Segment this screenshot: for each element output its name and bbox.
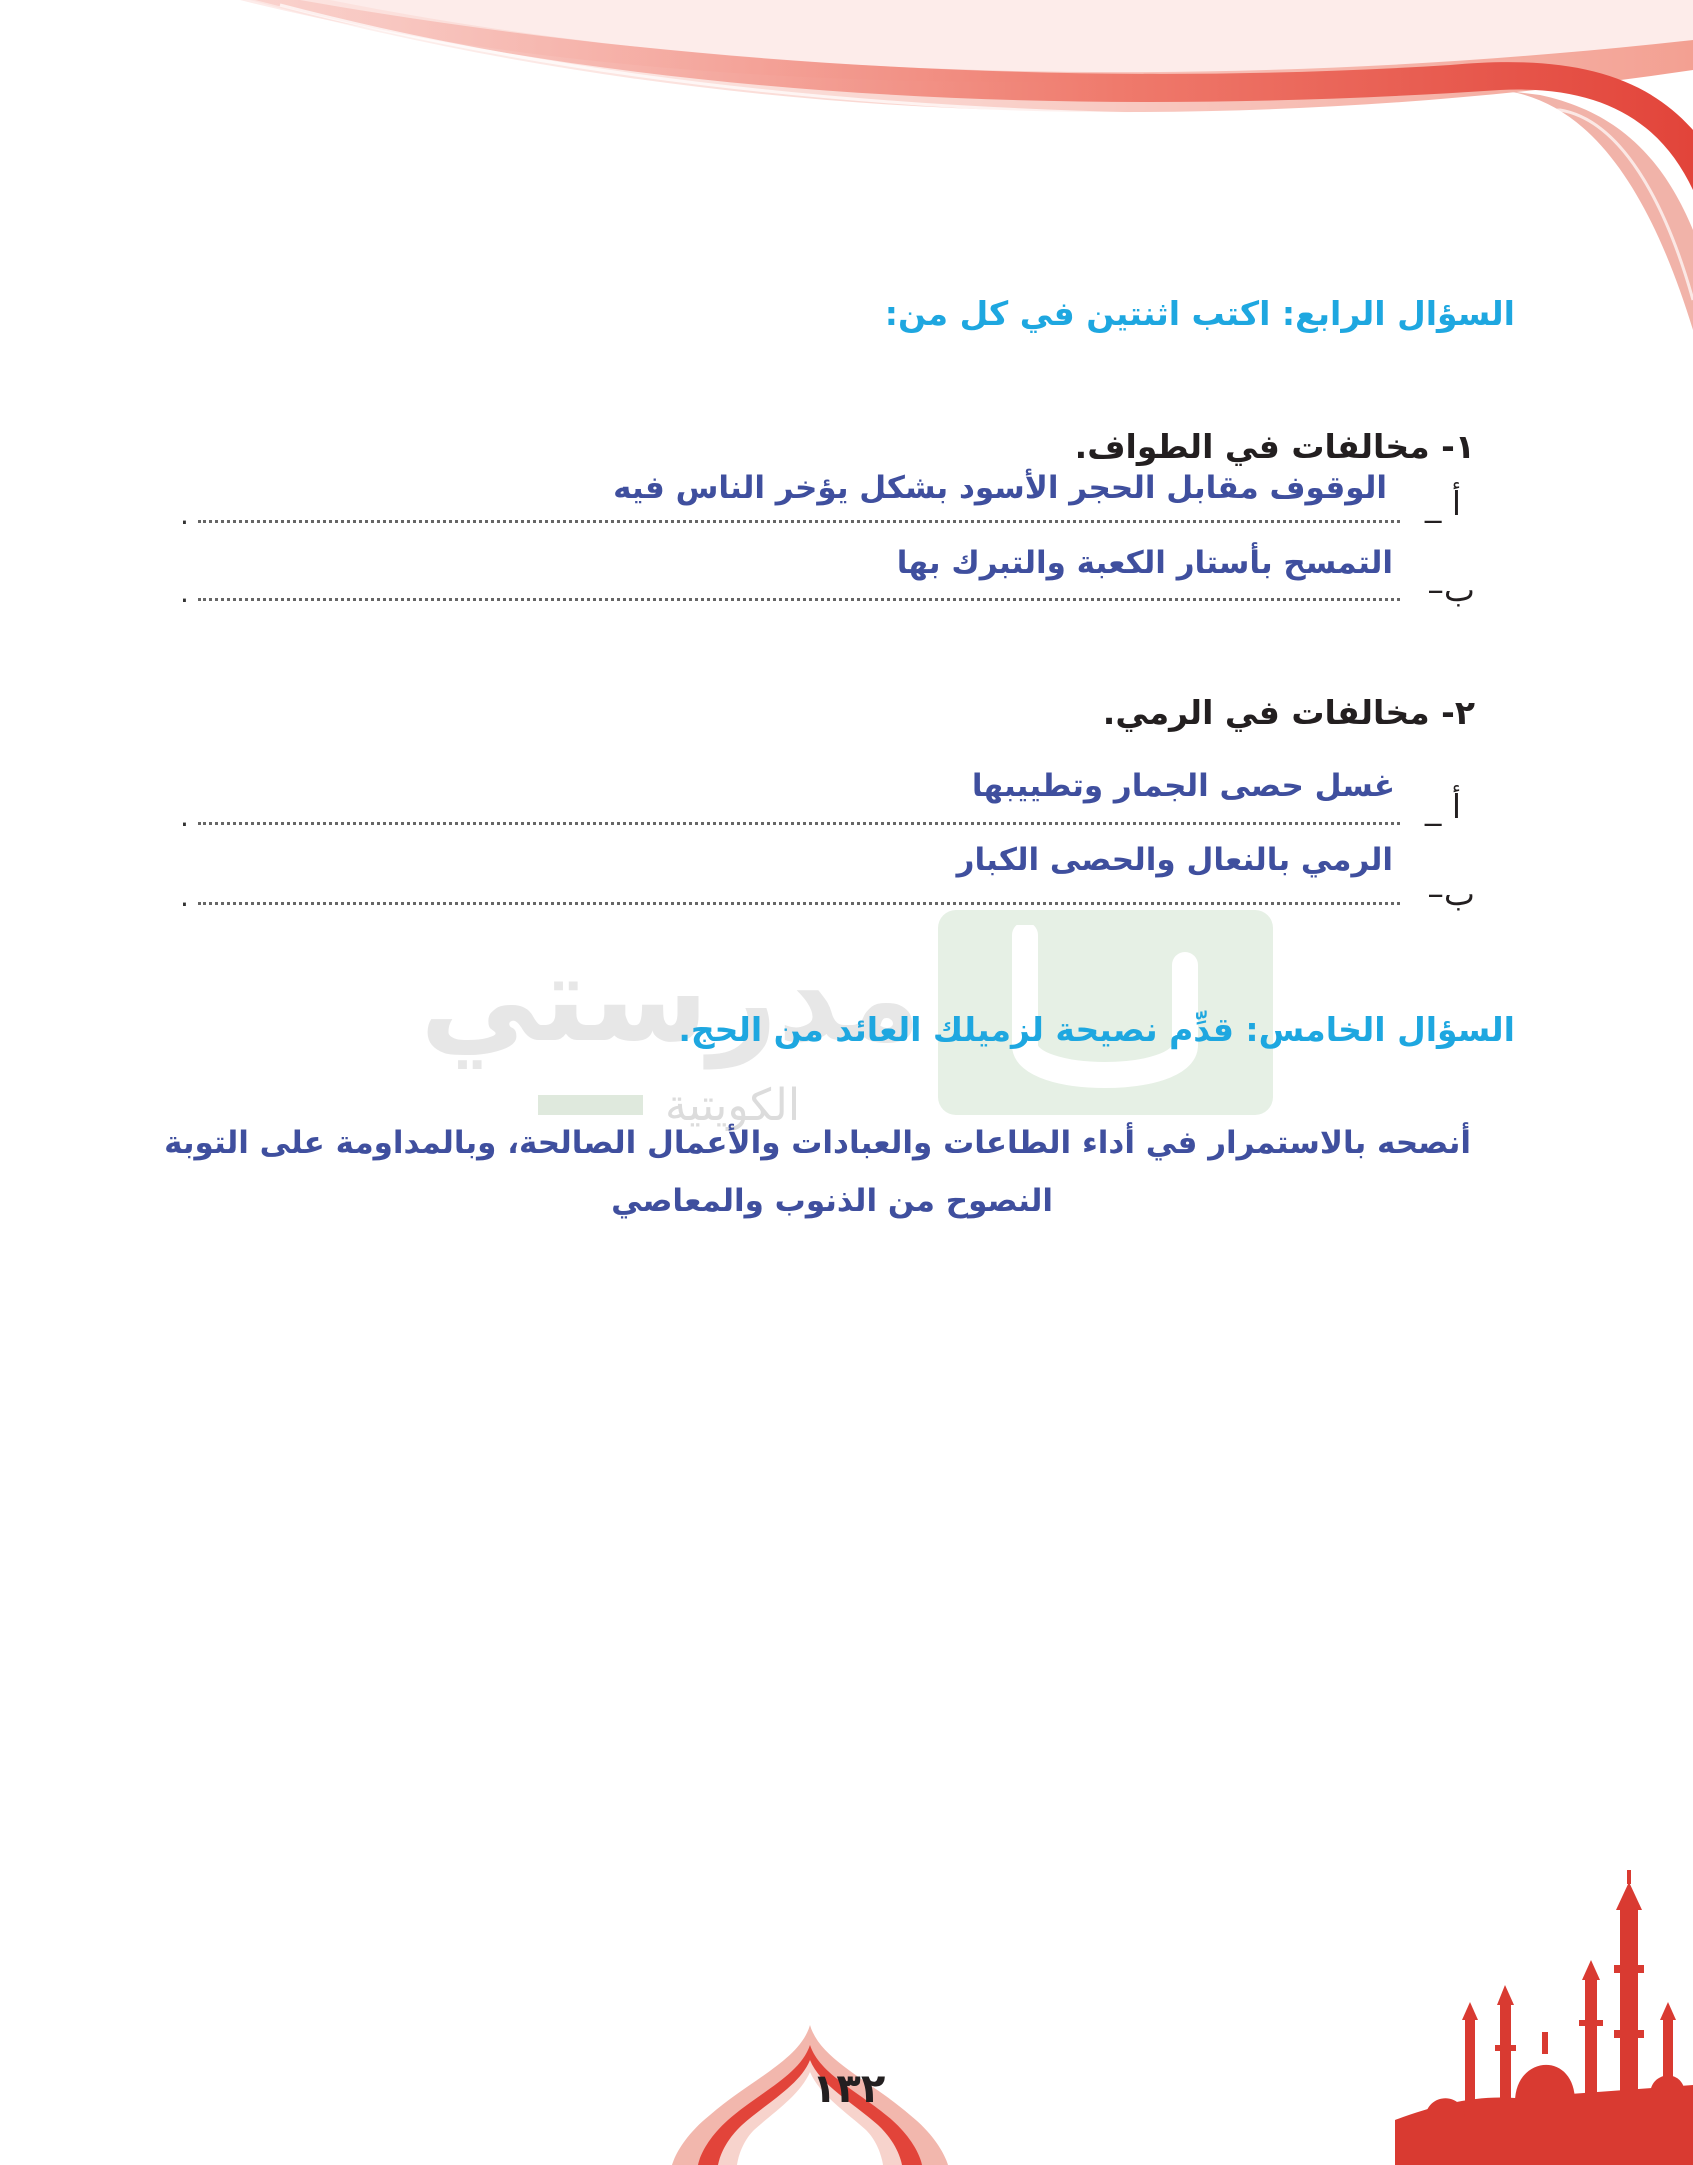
- watermark-bar: [538, 1095, 643, 1115]
- q5-answer-line-2: النصوح من الذنوب والمعاصي: [611, 1183, 1053, 1219]
- q4-s2-item-b-marker: ب–: [1427, 874, 1475, 913]
- q4-s1-item-b-line: [198, 598, 1400, 601]
- page-number-ornament: [670, 2020, 950, 2165]
- q4-s2-item-a-end: .: [180, 800, 189, 833]
- q4-s1-item-b-answer: التمسح بأستار الكعبة والتبرك بها: [896, 545, 1393, 581]
- mosque-silhouette-decoration: [1395, 1870, 1693, 2165]
- q4-s2-item-a-marker: أ _: [1424, 787, 1461, 826]
- page-number: ١٣٢: [812, 2066, 886, 2112]
- q4-s1-item-b-end: .: [180, 576, 189, 609]
- q4-s2-item-b-line: [198, 902, 1400, 905]
- watermark-brand: مدرستي: [420, 930, 922, 1069]
- q4-s2-item-a-line: [198, 822, 1400, 825]
- q4-s2-item-b-end: .: [180, 880, 189, 913]
- q5-answer-line-1: أنصحه بالاستمرار في أداء الطاعات والعبادات والأعمال الصالحة، وبالمداومة على التوبة: [164, 1125, 1471, 1161]
- watermark-subtitle: الكويتية: [665, 1080, 801, 1131]
- question-5-heading: السؤال الخامس: قدِّم نصيحة لزميلك العائد من الحج.: [678, 1010, 1515, 1049]
- q4-s2-item-b-answer: الرمي بالنعال والحصى الكبار: [956, 842, 1393, 878]
- q4-s1-item-a-line: [198, 520, 1400, 523]
- q4-s1-item-a-marker: أ _: [1424, 484, 1461, 523]
- q4-section-2-title: ٢- مخالفات في الرمي.: [1102, 693, 1475, 732]
- q4-s1-item-b-marker: ب–: [1427, 570, 1475, 609]
- question-4-heading: السؤال الرابع: اكتب اثنتين في كل من:: [884, 294, 1515, 333]
- q4-s1-item-a-end: .: [180, 498, 189, 531]
- q4-section-1-title: ١- مخالفات في الطواف.: [1074, 427, 1475, 466]
- q4-s1-item-a-answer: الوقوف مقابل الحجر الأسود بشكل يؤخر الناس فيه: [613, 470, 1387, 506]
- q4-s2-item-a-answer: غسل حصى الجمار وتطييبها: [971, 768, 1395, 804]
